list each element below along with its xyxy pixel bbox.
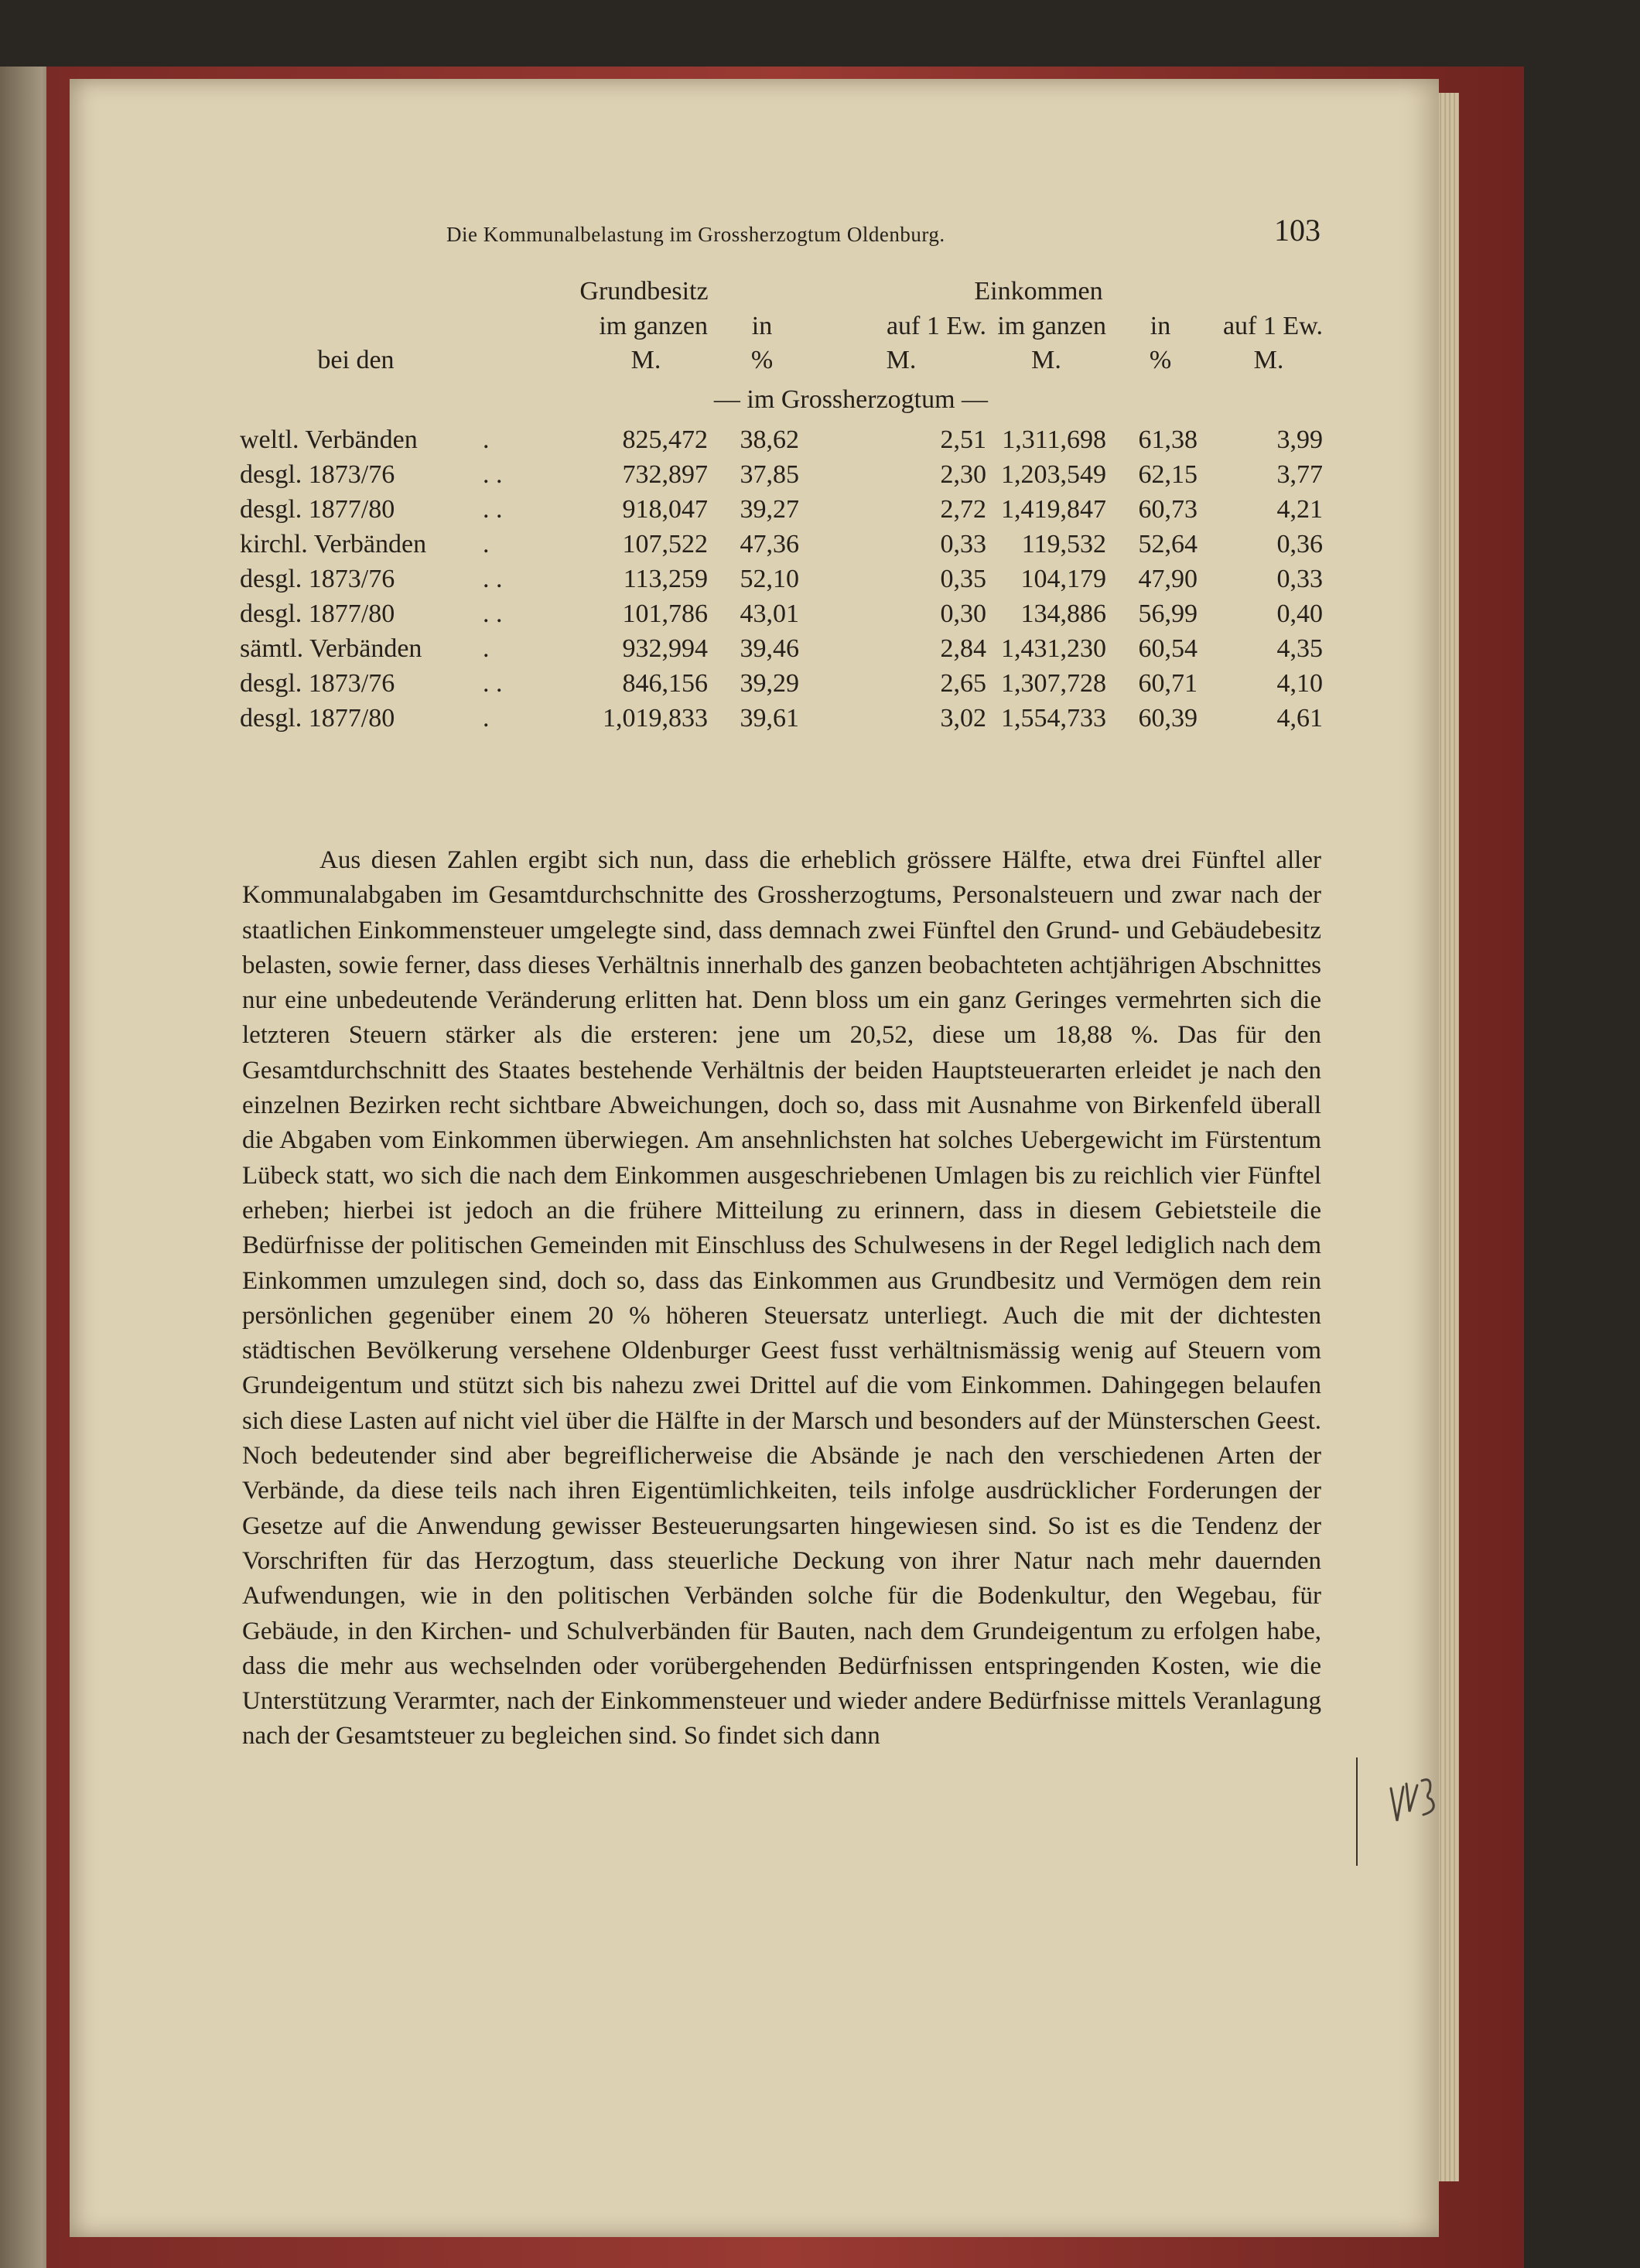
table-cell: 39,29	[740, 668, 799, 698]
row-label-text: desgl. 1877/80	[240, 599, 395, 628]
table-cell: 119,532	[1021, 529, 1106, 558]
table-cell: 52,64	[1138, 529, 1198, 558]
table-cell: 4,21	[1276, 494, 1323, 524]
row-label-text: desgl. 1873/76	[240, 668, 395, 698]
table-cell: 932,994	[622, 634, 708, 663]
table-cell: 37,85	[740, 459, 799, 489]
row-label-text: desgl. 1877/80	[240, 703, 395, 733]
row-label-header: bei den	[317, 346, 395, 374]
table-cell: 2,84	[940, 634, 986, 663]
running-title: Die Kommunalbelastung im Grossherzogtum Oldenburg.	[446, 223, 945, 246]
table-cell: 732,897	[622, 459, 708, 489]
unit-header: M.	[886, 346, 917, 374]
table-cell: 47,36	[740, 529, 799, 558]
leader-dots: . .	[483, 599, 503, 628]
sub-header: in	[1150, 312, 1171, 340]
row-label-text: desgl. 1873/76	[240, 564, 395, 593]
sub-header: auf 1 Ew.	[886, 312, 986, 340]
table-row	[240, 562, 1323, 596]
sub-header: in	[751, 312, 773, 340]
table-cell: 39,61	[740, 703, 799, 733]
table-cell: 101,786	[622, 599, 708, 628]
table-row	[240, 666, 1323, 701]
region-label: — im Grossherzogtum —	[713, 385, 989, 414]
table-group-header-row	[240, 274, 1323, 309]
table-cell: 60,73	[1138, 494, 1198, 524]
table-cell: 1,203,549	[1001, 459, 1106, 489]
table-row	[240, 631, 1323, 666]
book-page	[70, 79, 1439, 2237]
table-cell: 56,99	[1138, 599, 1198, 628]
table-cell: 0,40	[1276, 599, 1323, 628]
table-cell: 3,02	[940, 703, 986, 733]
table-cell: 0,36	[1276, 529, 1323, 558]
table-cell: 43,01	[740, 599, 799, 628]
table-sub-header-row	[240, 309, 1323, 343]
table-cell: 39,46	[740, 634, 799, 663]
row-label-text: desgl. 1877/80	[240, 494, 395, 524]
table-cell: 3,77	[1276, 459, 1323, 489]
leader-dots: . .	[483, 459, 503, 489]
table-cell: 4,10	[1276, 668, 1323, 698]
table-cell: 62,15	[1138, 459, 1198, 489]
page-number: 103	[1274, 213, 1321, 248]
table-cell: 0,33	[1276, 564, 1323, 593]
unit-header: M.	[1253, 346, 1284, 374]
row-label	[240, 701, 472, 736]
table-cell: 846,156	[622, 668, 708, 698]
unit-header: M.	[1031, 346, 1061, 374]
table-cell: 107,522	[622, 529, 708, 558]
table-cell: 825,472	[622, 425, 708, 454]
table-cell: 52,10	[740, 564, 799, 593]
unit-header: %	[1149, 346, 1172, 374]
table-cell: 1,554,733	[1001, 703, 1106, 733]
row-label	[240, 666, 472, 701]
table-row	[240, 596, 1323, 631]
table-cell: 2,30	[940, 459, 986, 489]
table-cell: 1,311,698	[1002, 425, 1106, 454]
leader-dots: .	[483, 703, 490, 733]
table-row	[240, 422, 1323, 457]
table-cell: 0,35	[940, 564, 986, 593]
table-cell: 61,38	[1138, 425, 1198, 454]
leader-dots: . .	[483, 668, 503, 698]
table-cell: 2,65	[940, 668, 986, 698]
table-row	[240, 457, 1323, 492]
handwritten-margin-mark	[1385, 1765, 1454, 1843]
table-cell: 4,35	[1276, 634, 1323, 663]
leader-dots: . .	[483, 494, 503, 524]
row-label	[240, 527, 472, 562]
table-cell: 60,54	[1138, 634, 1198, 663]
row-label-text: desgl. 1873/76	[240, 459, 395, 489]
table-cell: 113,259	[623, 564, 708, 593]
page-header	[446, 212, 1321, 261]
table-cell: 0,33	[940, 529, 986, 558]
table-cell: 1,019,833	[603, 703, 708, 733]
table-row	[240, 492, 1323, 527]
row-label-text: sämtl. Verbänden	[240, 634, 422, 663]
table-cell: 47,90	[1138, 564, 1198, 593]
leader-dots: .	[483, 529, 490, 558]
group-header-grundbesitz: Grundbesitz	[579, 277, 709, 306]
pencil-mark-icon	[1385, 1765, 1454, 1843]
sub-header: im ganzen	[997, 312, 1106, 340]
unit-header: %	[750, 346, 774, 374]
table-cell: 38,62	[740, 425, 799, 454]
table-cell: 60,39	[1138, 703, 1198, 733]
table-cell: 104,179	[1020, 564, 1106, 593]
table-cell: 2,51	[940, 425, 986, 454]
group-header-einkommen: Einkommen	[974, 277, 1103, 306]
row-label	[240, 457, 472, 492]
leader-dots: . .	[483, 564, 503, 593]
table-cell: 2,72	[940, 494, 986, 524]
table-region-row	[240, 377, 1323, 422]
table-unit-header-row	[240, 343, 1323, 377]
table-cell: 1,419,847	[1001, 494, 1106, 524]
row-label	[240, 562, 472, 596]
sub-header: im ganzen	[599, 312, 708, 340]
table-cell: 1,431,230	[1001, 634, 1106, 663]
row-label	[240, 422, 472, 457]
table-cell: 4,61	[1276, 703, 1323, 733]
table-cell: 1,307,728	[1001, 668, 1106, 698]
table-cell: 0,30	[940, 599, 986, 628]
table-cell: 39,27	[740, 494, 799, 524]
table-cell: 918,047	[622, 494, 708, 524]
paragraph: Aus diesen Zahlen ergibt sich nun, dass die erheblich grössere Hälfte, etwa drei Fünftel aller Kommunalabgaben im Gesamtdurchschnitte des Grossherzogtums, Personalsteuern und zwar nach der staatlichen Einkommensteuer umgelegte sind, dass demnach zwei Fünftel den Grund- und Gebäudebesitz belasten, sowie ferner, dass dieses Verhältnis innerhalb des ganzen beobachteten achtjährigen Abschnittes nur eine unbedeutende Veränderung erlitten hat. Denn bloss um ein ganz Geringes vermehrten sich die letzteren Steuern stärker als die ersteren: jene um 20,52, diese um 18,88 %. Das für den Gesamtdurchschnitt des Staates bestehende Verhältnis der beiden Hauptsteuerarten erleidet je nach den einzelnen Bezirken recht sichtbare Abweichungen, doch so, dass mit Ausnahme von Birkenfeld überall die Abgaben vom Einkommen überwiegen. Am ansehnlichsten hat solches Uebergewicht im Fürstentum Lübeck statt, wo sich die nach dem Einkommen ausgeschriebenen Umlagen bis zu reichlich vier Fünftel erheben; hierbei ist jedoch an die frühere Mitteilung zu erinnern, dass in diesem Gebietsteile die Bedürfnisse der politischen Gemeinden mit Einschluss des Schulwesens in der Regel lediglich nach dem Einkommen umzulegen sind, doch so, dass das Einkommen aus Grundbesitz und Vermögen dem rein persönlichen gegenüber einem 20 % höheren Steuersatz unterliegt. Auch die mit der dichtesten städtischen Bevölkerung versehene Oldenburger Geest fusst verhältnismässig wenig auf Steuern vom Grundeigentum und stützt sich bis nahezu zwei Drittel auf die vom Einkommen. Dahingegen belaufen sich diese Lasten auf nicht viel über die Hälfte in der Marsch und besonders auf der Münsterschen Geest. Noch bedeutender sind aber begreiflicherweise die Absände je nach den verschiedenen Arten der Verbände, da diese teils nach ihren Eigentümlichkeiten, teils infolge ausdrücklicher Forderungen der Gesetze auf die Anwendung gewisser Besteuerungsarten hingewiesen sind. So ist es die Tendenz der Vorschriften für das Herzogtum, dass steuerliche Deckung von ihrer Natur nach mehr dauernden Aufwendungen, wie in den politischen Verbänden solche für die Bodenkultur, den Wegebau, für Gebäude, in den Kirchen- und Schulverbänden für Bauten, nach dem Grundeigentum zu erfolgen habe, dass die mehr aus wechselnden oder vorübergehenden Bedürfnissen entspringenden Kosten, wie die Unterstützung Verarmter, nach der Einkommensteuer und wieder andere Bedürfnisse mittels Veranlagung nach der Gesamtsteuer zu begleichen sind. So findet sich dann	[242, 846, 1321, 1751]
body-text	[242, 843, 1321, 1754]
leader-dots: .	[483, 634, 490, 663]
table-body	[240, 422, 1323, 736]
table-row	[240, 527, 1323, 562]
table-cell: 3,99	[1276, 425, 1323, 454]
row-label	[240, 596, 472, 631]
leader-dots: .	[483, 425, 490, 454]
table-cell: 134,886	[1020, 599, 1106, 628]
unit-header: M.	[630, 346, 661, 374]
row-label	[240, 492, 472, 527]
row-label-text: weltl. Verbänden	[240, 425, 418, 454]
row-label-text: kirchl. Verbänden	[240, 529, 427, 558]
table-cell: 60,71	[1138, 668, 1198, 698]
sub-header: auf 1 Ew.	[1222, 312, 1323, 340]
statistics-table	[240, 274, 1323, 736]
margin-pencil-line	[1356, 1757, 1358, 1866]
table-row	[240, 701, 1323, 736]
row-label	[240, 631, 472, 666]
